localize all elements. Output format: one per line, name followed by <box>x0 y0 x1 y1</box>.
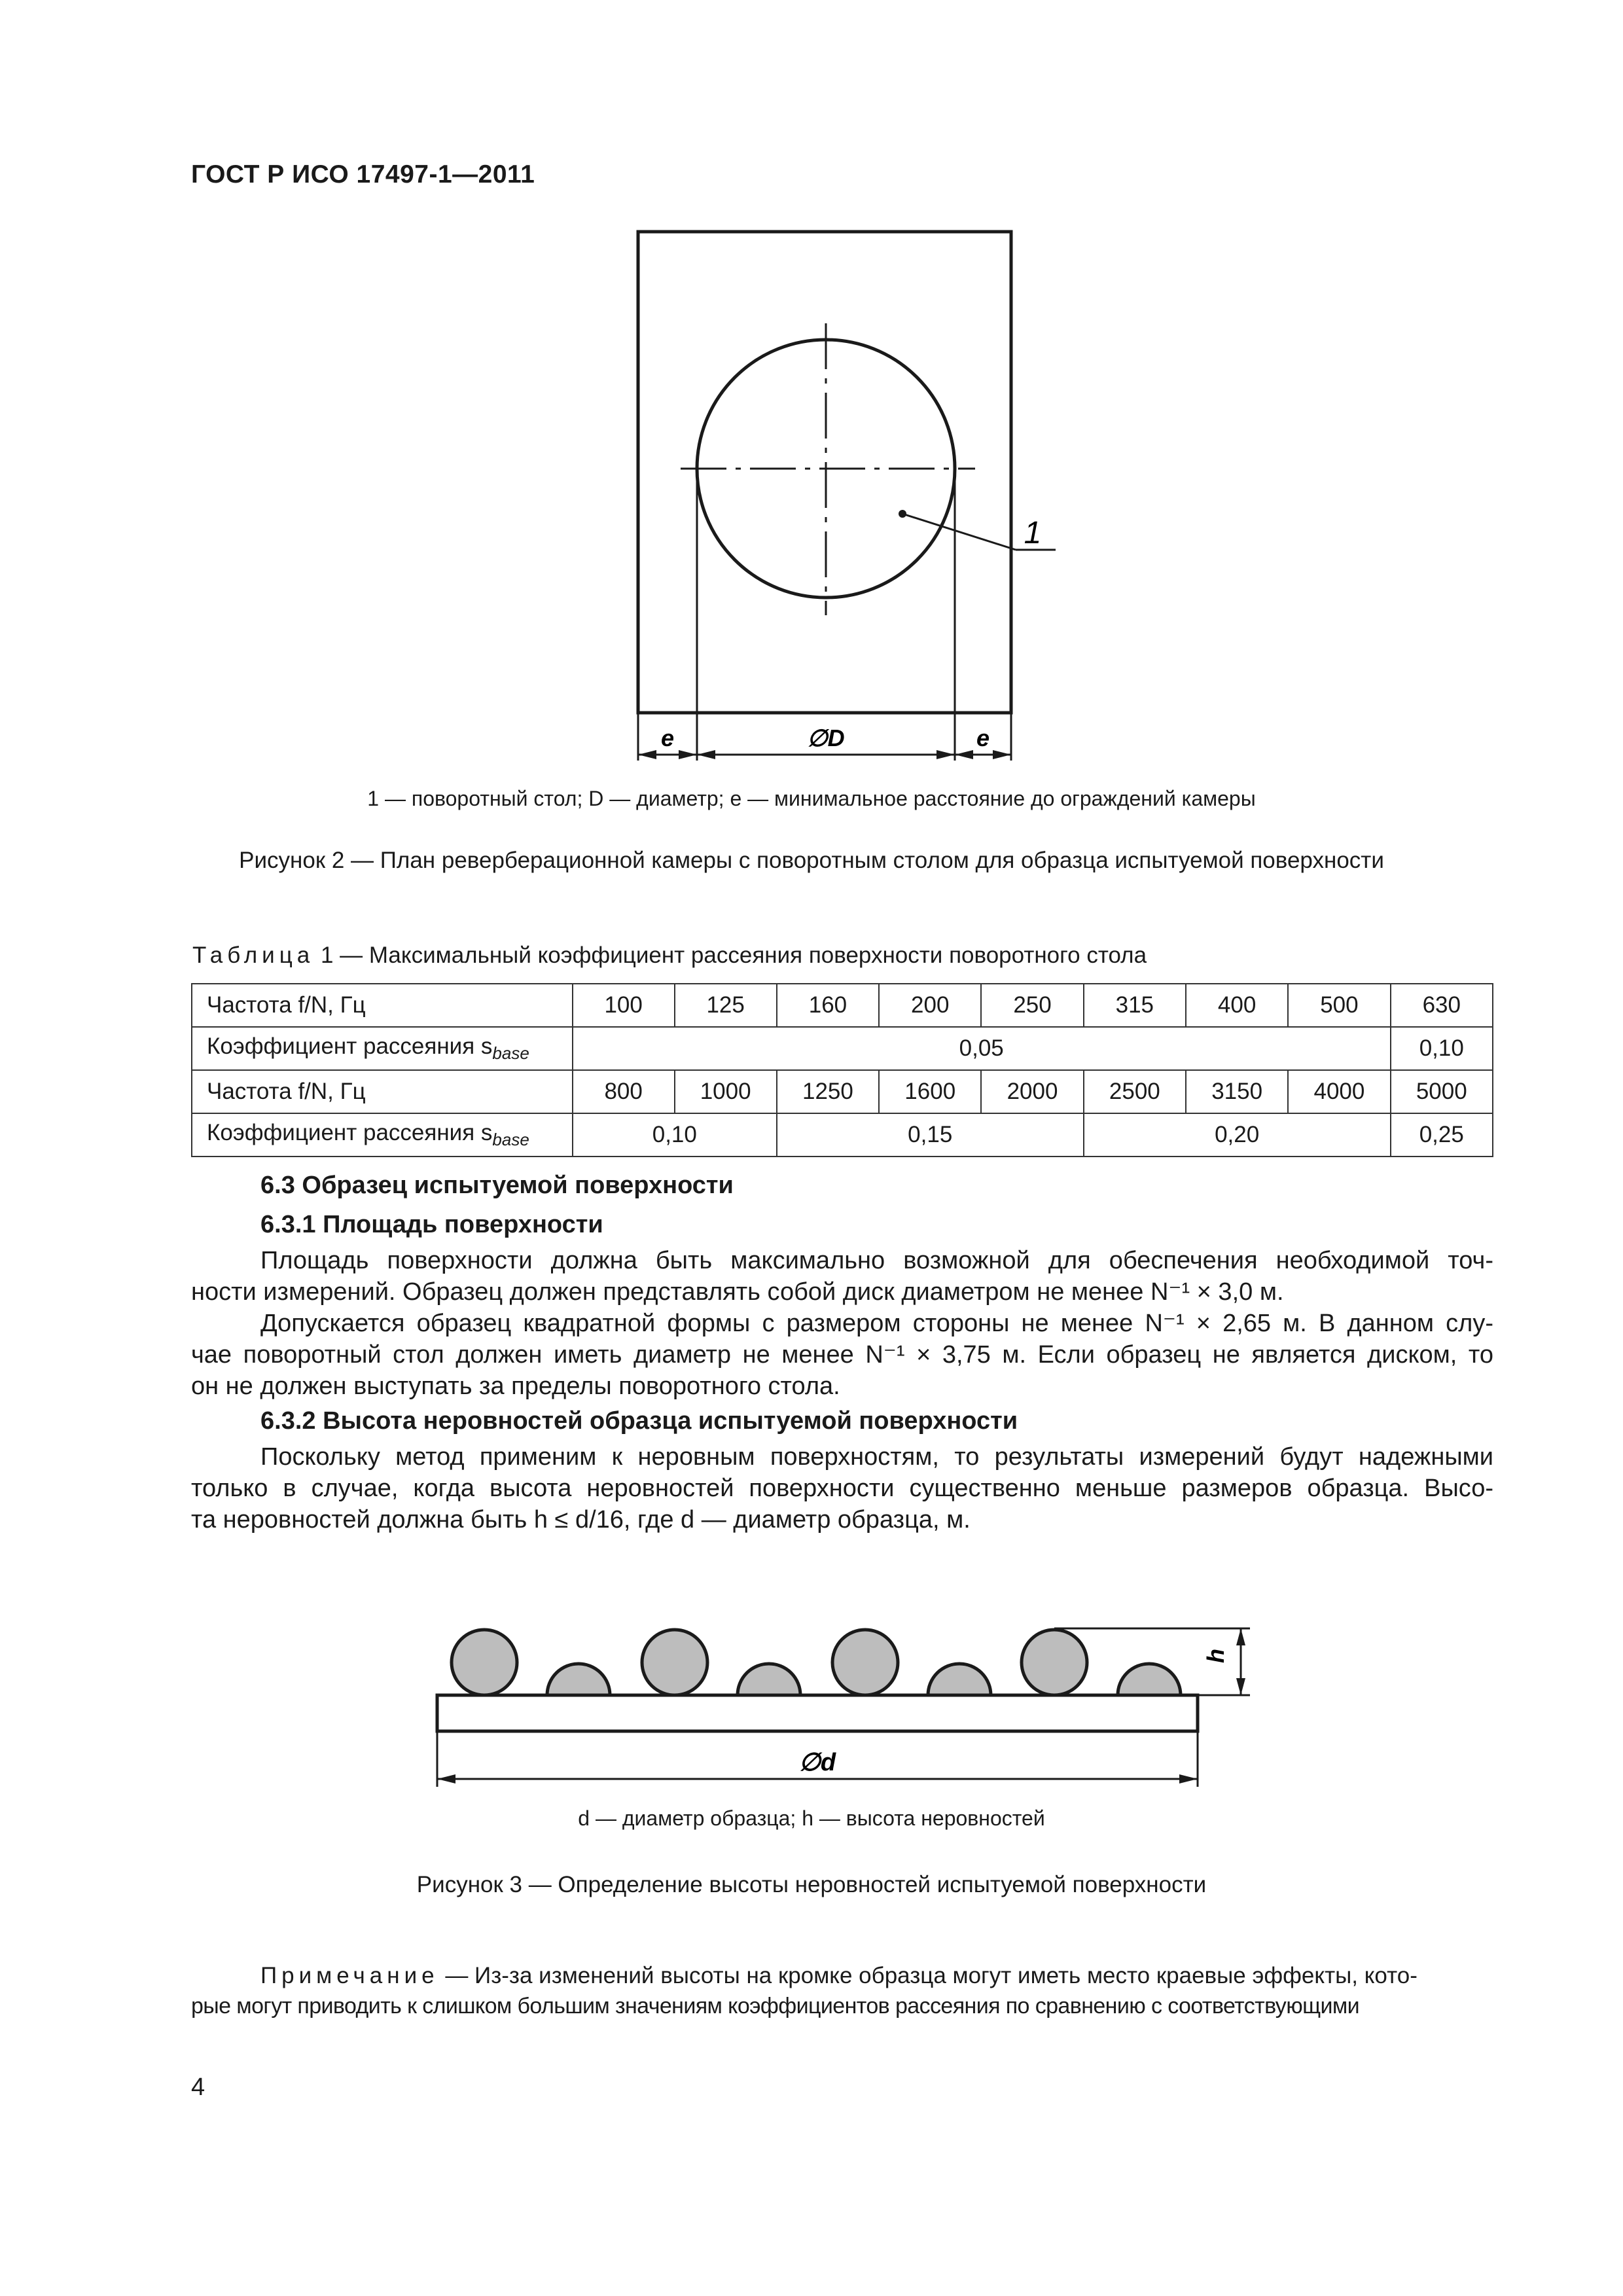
freq-label-cell: Частота f/N, Гц <box>192 1070 573 1113</box>
arrow-d-right <box>1179 1774 1198 1784</box>
arrow-e-right-start <box>955 750 973 759</box>
label-h: h <box>1202 1649 1229 1663</box>
coef-label: Коэффициент рассеяния s <box>207 1033 493 1059</box>
freq-cell: 160 <box>777 984 879 1027</box>
paragraph-roughness <box>191 1441 1493 1535</box>
freq-cell: 315 <box>1084 984 1186 1027</box>
text-line: только в случае, когда высота неровностей поверхности существенно меньше размеров образца. Высо- <box>191 1475 1493 1502</box>
value-cell: 0,10 <box>573 1113 777 1157</box>
freq-cell: 400 <box>1186 984 1288 1027</box>
coef-label-cell <box>192 1027 573 1070</box>
freq-cell: 100 <box>573 984 675 1027</box>
figure-2-legend-text: 1 — поворотный стол; D — диаметр; e — минимальное расстояние до ограждений камеры <box>367 787 1256 810</box>
figure-3-legend: d — диаметр образца; h — высота неровностей <box>578 1806 1045 1830</box>
coef-subscript: base <box>492 1130 529 1149</box>
freq-cell: 630 <box>1391 984 1493 1027</box>
coef-subscript: base <box>492 1043 529 1063</box>
freq-cell: 1600 <box>879 1070 981 1113</box>
note-word: Примечание <box>260 1963 439 1988</box>
text-line: он не должен выступать за пределы поворотного стола. <box>191 1372 840 1400</box>
paragraph-area <box>191 1245 1493 1308</box>
table-row <box>192 1027 1493 1070</box>
note-line-1 <box>191 1961 1493 1991</box>
callout-number: 1 <box>1024 516 1042 550</box>
table-1-caption <box>192 942 1147 969</box>
coef-label-cell <box>192 1113 573 1157</box>
text-line: Поскольку метод применим к неровным поверхностям, то результаты измерений будут надежными <box>260 1443 1493 1471</box>
table-1 <box>191 983 1493 1157</box>
heading-6-3-1: 6.3.1 Площадь поверхности <box>260 1211 603 1238</box>
arrow-d-start <box>697 750 715 759</box>
freq-cell: 800 <box>573 1070 675 1113</box>
large-bump <box>452 1630 517 1695</box>
table-row <box>192 1113 1493 1157</box>
freq-cell: 5000 <box>1391 1070 1493 1113</box>
label-e-left: e <box>660 725 675 751</box>
freq-cell: 1250 <box>777 1070 879 1113</box>
callout-leader <box>902 514 1016 550</box>
arrow-e-left-start <box>638 750 656 759</box>
text-line: Площадь поверхности должна быть максимально возможной для обеспечения необходимой точ- <box>260 1247 1493 1274</box>
page-number: 4 <box>191 2073 205 2101</box>
note-text: — Из-за изменений высоты на кромке образца могут иметь место краевые эффекты, кото- <box>438 1963 1418 1988</box>
figure-2-diagram <box>0 0 1623 825</box>
arrow-h-bottom <box>1236 1678 1245 1695</box>
paragraph-sample-square <box>191 1308 1493 1402</box>
freq-cell: 500 <box>1288 984 1390 1027</box>
value-cell: 0,10 <box>1391 1027 1493 1070</box>
arrow-h-top <box>1236 1628 1245 1645</box>
text-line: та неровностей должна быть h ≤ d/16, где d — диаметр образца, м. <box>191 1506 971 1534</box>
heading-6-3-2: 6.3.2 Высота неровностей образца испытуемой поверхности <box>260 1407 1018 1435</box>
large-bump <box>642 1630 707 1695</box>
text-line: чае поворотный стол должен иметь диаметр не менее N⁻¹ × 3,75 м. Если образец не является диском, то <box>191 1341 1493 1369</box>
note-line-2: рые могут приводить к слишком большим значениям коэффициентов рассеяния по сравнению с соответствующими <box>191 1994 1360 2018</box>
arrow-e-right-end <box>993 750 1011 759</box>
arrow-e-left-end <box>679 750 697 759</box>
freq-cell: 200 <box>879 984 981 1027</box>
freq-label-cell: Частота f/N, Гц <box>192 984 573 1027</box>
table-row <box>192 1070 1493 1113</box>
table-caption-word: Таблица <box>192 942 315 968</box>
value-cell: 0,25 <box>1391 1113 1493 1157</box>
value-cell: 0,15 <box>777 1113 1084 1157</box>
figure-2-legend <box>0 787 1623 811</box>
heading-6-3: 6.3 Образец испытуемой поверхности <box>260 1172 734 1199</box>
label-diameter-D: ∅D <box>807 725 845 751</box>
large-bump <box>1022 1630 1087 1695</box>
table-row <box>192 984 1493 1027</box>
value-cell: 0,05 <box>573 1027 1391 1070</box>
freq-cell: 2000 <box>981 1070 1083 1113</box>
freq-cell: 2500 <box>1084 1070 1186 1113</box>
table-caption-text: — Максимальный коэффициент рассеяния поверхности поворотного стола <box>333 942 1147 968</box>
note-block <box>191 1961 1493 2021</box>
figure-3-diagram <box>0 1571 1623 1820</box>
freq-cell: 125 <box>675 984 777 1027</box>
coef-label: Коэффициент рассеяния s <box>207 1120 493 1145</box>
label-diameter-d: ∅d <box>798 1749 836 1776</box>
figure-3-caption: Рисунок 3 — Определение высоты неровностей испытуемой поверхности <box>416 1872 1207 1897</box>
arrow-d-left <box>437 1774 455 1784</box>
large-bump <box>832 1630 898 1695</box>
table-caption-number: 1 <box>320 942 334 968</box>
document-header: ГОСТ Р ИСО 17497-1—2011 <box>191 160 535 188</box>
text-line: Допускается образец квадратной формы с размером стороны не менее N⁻¹ × 2,65 м. В данном слу- <box>260 1310 1493 1337</box>
figure-2-caption: Рисунок 2 — План реверберационной камеры с поворотным столом для образца испытуемой поверхности <box>239 848 1384 873</box>
freq-cell: 4000 <box>1288 1070 1390 1113</box>
label-e-right: e <box>976 725 990 751</box>
text-line: ности измерений. Образец должен представлять собой диск диаметром не менее N⁻¹ × 3,0 м. <box>191 1278 1284 1306</box>
freq-cell: 3150 <box>1186 1070 1288 1113</box>
freq-cell: 1000 <box>675 1070 777 1113</box>
freq-cell: 250 <box>981 984 1083 1027</box>
sample-base <box>437 1695 1198 1731</box>
arrow-d-end <box>936 750 955 759</box>
value-cell: 0,20 <box>1084 1113 1391 1157</box>
